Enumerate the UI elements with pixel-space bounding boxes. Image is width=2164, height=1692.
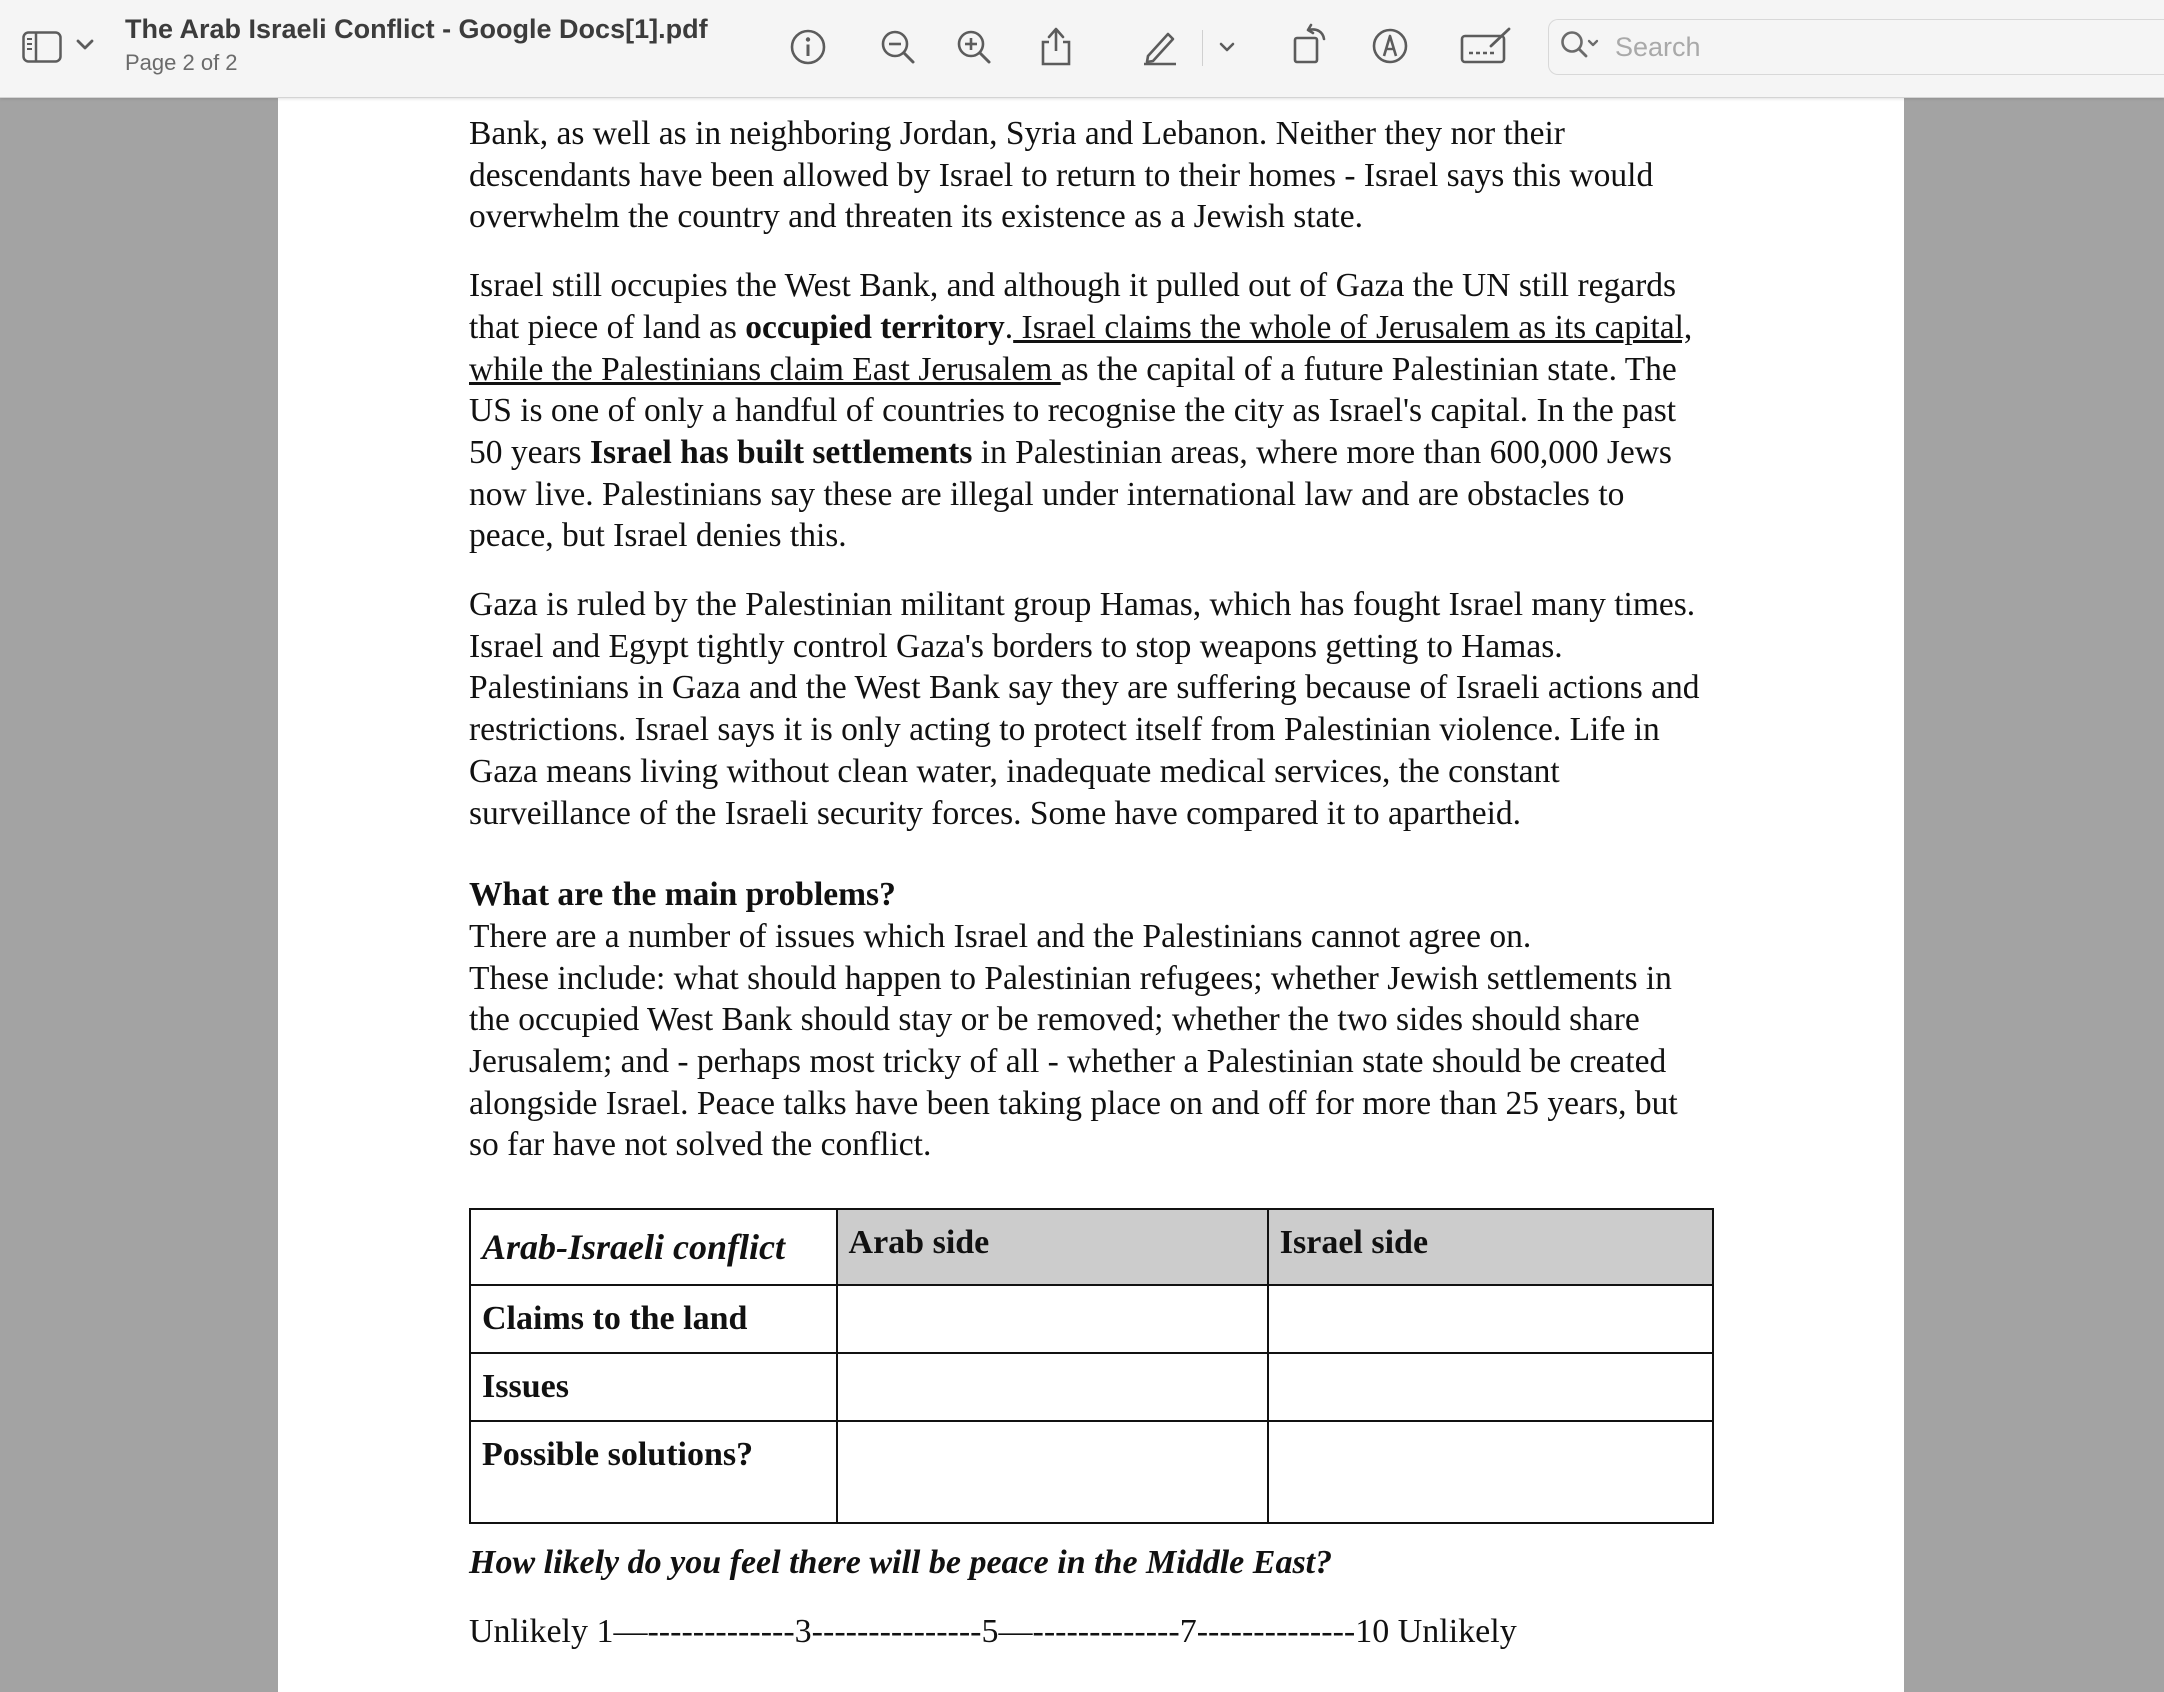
toolbar-separator [1202, 30, 1203, 66]
likert-scale-line: Unlikely 1—-------------3---------------5—-------------7--------------10 Unlikely [469, 1613, 1517, 1650]
zoom-in-button[interactable] [952, 25, 996, 69]
table-cell[interactable] [837, 1353, 1268, 1421]
share-button[interactable] [1034, 20, 1078, 70]
info-button[interactable] [786, 25, 830, 69]
paragraph [469, 265, 1714, 557]
chevron-down-icon [1218, 41, 1236, 53]
table-header-arab: Arab side [837, 1209, 1268, 1285]
page-indicator: Page 2 of 2 [125, 50, 238, 75]
sidebar-toggle-button[interactable] [20, 28, 64, 66]
sidebar-icon [22, 31, 62, 63]
table-row-label: Possible solutions? [470, 1421, 837, 1523]
highlight-menu-button[interactable] [1214, 34, 1240, 60]
signature-icon [1459, 26, 1513, 66]
paragraph: These include: what should happen to Palestinian refugees; whether Jewish settlements in the occupied West Bank should stay or be removed; whether the two sides should share Jerusalem; and - perhaps most tricky of all - whether a Palestinian state should be created alongside Israel. Peace talks have been taking place on and off for more than 25 years, but so far have not solved the conflict. [469, 959, 1678, 1164]
document-title-block [125, 14, 708, 76]
section-heading: What are the main problems? [469, 876, 896, 914]
paragraph-text: in Palestinian areas, where more than 600,000 Jews now live. Palestinians say these are illegal under international law and are obstacles to peace, but Israel denies this. [469, 433, 1672, 555]
paragraph: Bank, as well as in neighboring Jordan, Syria and Lebanon. Neither they nor their descendants have been allowed by Israel to return to their homes - Israel says this would overwhelm the country and threaten its existence as a Jewish state. [469, 115, 1654, 236]
paragraph: Gaza is ruled by the Palestinian militant group Hamas, which has fought Israel many times. Israel and Egypt tightly control Gaza's borders to stop weapons getting to Hamas. Palestinians in Gaza and the West Bank say they are suffering because of Israeli actions and restrictions. Israel says it is only acting to protect itself from Palestinian violence. Life in Gaza means living without clean water, inadequate medical services, the constant surveillance of the Israeli security forces. Some have compared it to apartheid. [469, 586, 1700, 832]
search-icon [1559, 29, 1603, 66]
worksheet-table [469, 1208, 1714, 1524]
table-row [470, 1353, 1713, 1421]
table-header-israel: Israel side [1268, 1209, 1713, 1285]
paragraph-text: . [1004, 308, 1014, 346]
table-row [470, 1285, 1713, 1353]
highlight-button[interactable] [1138, 24, 1182, 68]
share-icon [1038, 23, 1074, 67]
paragraph: There are a number of issues which Israel and the Palestinians cannot agree on. [469, 917, 1532, 955]
table-cell[interactable] [837, 1285, 1268, 1353]
paragraph-text: as the capital of a future Palestinian state. The US is one of only a handful of countries to recognise the city as Israel's capital. In the past 50 years [469, 350, 1677, 471]
table-row-label: Claims to the land [470, 1285, 837, 1353]
search-field[interactable] [1548, 19, 2164, 75]
underlined-text: Israel claims the whole of Jerusalem as its capital, while the Palestinians claim East Jerusalem [469, 308, 1693, 388]
document-title: The Arab Israeli Conflict - Google Docs[1].pdf [125, 14, 708, 44]
scale-question: How likely do you feel there will be peace in the Middle East? [469, 1544, 1333, 1581]
zoom-out-button[interactable] [876, 25, 920, 69]
signature-button[interactable] [1458, 24, 1514, 68]
info-icon [789, 28, 827, 66]
table-cell[interactable] [1268, 1353, 1713, 1421]
table-cell[interactable] [1268, 1285, 1713, 1353]
search-input[interactable] [1615, 32, 2015, 63]
bold-text: Israel has built settlements [589, 433, 973, 471]
table-cell[interactable] [1268, 1421, 1713, 1523]
pdf-page [278, 98, 1904, 1692]
table-row [470, 1421, 1713, 1523]
chevron-down-icon [75, 38, 95, 52]
paragraph-text: Israel still occupies the West Bank, and although it pulled out of Gaza the UN still regards that piece of land as [469, 267, 1677, 346]
highlighter-icon [1140, 26, 1180, 66]
toolbar [0, 0, 2164, 98]
markup-button[interactable] [1368, 24, 1412, 68]
rotate-icon [1289, 22, 1329, 66]
markup-icon [1371, 27, 1409, 65]
rotate-button[interactable] [1286, 20, 1332, 68]
table-header-row [470, 1209, 1713, 1285]
document-body [469, 98, 1714, 1166]
table-row-label: Issues [470, 1353, 837, 1421]
zoom-in-icon [955, 28, 993, 66]
sidebar-menu-button[interactable] [72, 32, 98, 58]
table-cell[interactable] [837, 1421, 1268, 1523]
zoom-out-icon [879, 28, 917, 66]
bold-text: occupied territory [745, 308, 1005, 346]
table-corner-cell: Arab-Israeli conflict [470, 1209, 837, 1285]
